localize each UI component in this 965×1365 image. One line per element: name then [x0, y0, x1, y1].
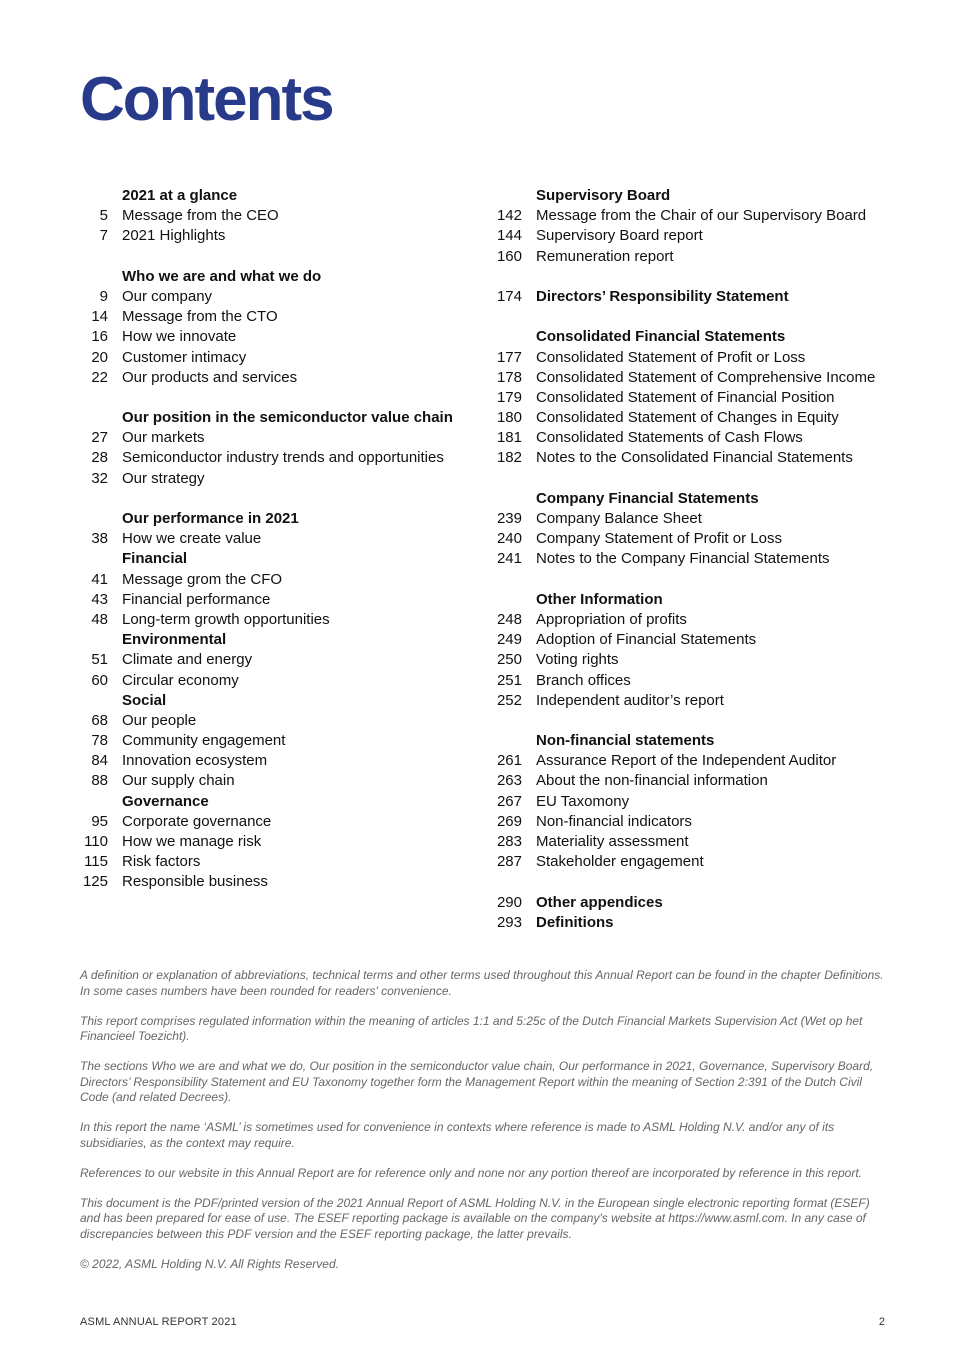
toc-entry[interactable]	[492, 751, 912, 771]
toc-page-number: 181	[496, 429, 522, 447]
disclaimer-note: A definition or explanation of abbreviations, technical terms and other terms used throughout this Annual Report can be found in the chapter Definitions. In some cases numbers have been rounded for readers' convenience.	[80, 968, 884, 998]
toc-entry-label: Consolidated Statement of Financial Position	[536, 388, 835, 406]
toc-entry-label: Our products and services	[122, 368, 298, 386]
disclaimer-note: The sections Who we are and what we do, Our position in the semiconductor value chain, Our performance in 2021, Governance, Supervisory Board, Directors’ Responsibility Statement and EU Taxonomy together form the Management Report within the meaning of Section 2:391 of the Dutch Civil Code (and related Decrees).	[80, 1059, 874, 1104]
toc-spacer	[80, 247, 480, 267]
toc-entry[interactable]	[80, 812, 480, 832]
toc-entry-label: Directors’ Responsibility Statement	[536, 287, 789, 305]
toc-entry[interactable]	[80, 590, 480, 610]
toc-entry[interactable]	[80, 852, 480, 872]
disclaimer-note: © 2022, ASML Holding N.V. All Rights Reserved.	[80, 1256, 339, 1271]
toc-entry[interactable]	[80, 327, 480, 347]
toc-section-heading	[80, 792, 480, 812]
toc-page-number: 43	[91, 590, 108, 608]
toc-entry[interactable]	[492, 448, 912, 468]
toc-section-heading	[80, 549, 480, 569]
page-title: Contents	[80, 65, 333, 134]
toc-entry[interactable]	[80, 711, 480, 731]
toc-entry[interactable]	[80, 448, 480, 468]
toc-entry-label: Other Information	[536, 590, 663, 608]
toc-section-heading	[80, 408, 480, 428]
toc-entry[interactable]	[492, 287, 912, 307]
toc-entry-label: Our position in the semiconductor value chain	[122, 409, 453, 427]
toc-page-number: 28	[91, 449, 108, 467]
toc-entry-label: Innovation ecosystem	[122, 752, 268, 770]
toc-page-number: 38	[91, 530, 108, 548]
toc-page-number: 250	[496, 651, 522, 669]
toc-entry-label: Customer intimacy	[122, 348, 247, 366]
toc-spacer	[492, 570, 912, 590]
toc-entry-label: Remuneration report	[536, 247, 674, 265]
toc-page-number: 248	[496, 610, 522, 628]
toc-entry-label: Materiality assessment	[536, 833, 689, 850]
disclaimer-note: This report comprises regulated information within the meaning of articles 1:1 and 5:25c of the Dutch Financial Markets Supervision Act (Wet op het Financieel Toezicht).	[80, 1013, 863, 1043]
toc-entry-label: Non-financial indicators	[536, 812, 692, 830]
toc-section-heading	[492, 731, 912, 751]
toc-entry-label: Notes to the Consolidated Financial Statements	[536, 449, 853, 467]
toc-page-number: 174	[496, 287, 522, 305]
toc-entry[interactable]	[80, 872, 480, 892]
toc-section-heading	[492, 327, 912, 347]
toc-entry-label: Company Statement of Profit or Loss	[536, 530, 782, 548]
toc-page-number: 283	[496, 833, 522, 850]
toc-page-number: 144	[496, 227, 522, 245]
toc-entry-label: Non-financial statements	[536, 732, 715, 750]
toc-entry-label: Consolidated Statements of Cash Flows	[536, 429, 803, 447]
toc-entry-label: Responsible business	[122, 873, 268, 891]
toc-entry[interactable]	[492, 368, 912, 388]
toc-entry[interactable]	[80, 671, 480, 691]
toc-entry[interactable]	[80, 771, 480, 791]
toc-entry-label: Risk factors	[122, 853, 201, 871]
toc-entry[interactable]	[492, 610, 912, 630]
toc-entry[interactable]	[492, 226, 912, 246]
toc-spacer	[492, 711, 912, 731]
toc-page-number: 78	[91, 732, 108, 750]
toc-entry[interactable]	[492, 913, 912, 933]
toc-entry[interactable]	[492, 671, 912, 691]
toc-page-number: 241	[496, 550, 522, 568]
toc-entry[interactable]	[492, 408, 912, 428]
toc-section-heading	[492, 186, 912, 206]
toc-entry-label: Company Balance Sheet	[536, 510, 702, 527]
toc-entry[interactable]	[80, 751, 480, 771]
toc-section-heading	[492, 489, 912, 509]
toc-entry[interactable]	[80, 348, 480, 368]
toc-entry[interactable]	[492, 792, 912, 812]
toc-page-number: 239	[496, 510, 522, 527]
toc-page-number: 27	[91, 429, 108, 447]
toc-entry-label: Adoption of Financial Statements	[536, 631, 757, 649]
toc-page-number: 249	[496, 631, 522, 649]
toc-page-number: 5	[99, 207, 108, 225]
toc-entry-label: Supervisory Board	[536, 187, 671, 204]
toc-entry-label: Consolidated Financial Statements	[536, 328, 786, 346]
toc-page-number: 240	[496, 530, 522, 548]
toc-entry-label: Consolidated Statement of Profit or Loss	[536, 348, 806, 366]
toc-entry-label: How we create value	[122, 530, 262, 548]
toc-entry-label: Consolidated Statement of Changes in Equity	[536, 409, 839, 427]
toc-section-heading	[80, 267, 480, 287]
toc-section-heading	[80, 186, 480, 206]
toc-page-number: 180	[496, 409, 522, 427]
toc-entry-label: Circular economy	[122, 671, 239, 689]
toc-entry-label: Company Financial Statements	[536, 489, 759, 507]
toc-left-column	[80, 186, 480, 893]
disclaimer-notes	[80, 968, 885, 1287]
toc-entry[interactable]	[80, 529, 480, 549]
toc-page-number: 293	[496, 913, 522, 931]
toc-entry-label: Message from the CTO	[122, 308, 278, 326]
toc-page-number: 125	[82, 873, 108, 891]
toc-entry[interactable]	[492, 812, 912, 832]
toc-right-column	[492, 186, 912, 933]
toc-page-number: 16	[91, 328, 108, 346]
toc-entry[interactable]	[492, 832, 912, 852]
toc-entry[interactable]	[492, 206, 912, 226]
toc-entry[interactable]	[492, 549, 912, 569]
toc-entry[interactable]	[492, 771, 912, 791]
toc-page-number: 60	[91, 671, 108, 689]
toc-page-number: 251	[496, 671, 522, 689]
toc-spacer	[80, 489, 480, 509]
disclaimer-note: This document is the PDF/printed version of the 2021 Annual Report of ASML Holding N.V. in the European single electronic reporting format (ESEF) and has been prepared for ease of use. The ESEF reporting package is available on the company's website at https://www.asml.com. In any case of discrepancies between this PDF version and the ESEF reporting package, the latter prevails.	[80, 1195, 870, 1241]
toc-page-number: 179	[496, 388, 522, 406]
toc-entry-label: 2021 Highlights	[122, 227, 226, 245]
toc-page-number: 142	[496, 207, 522, 225]
toc-entry[interactable]	[80, 650, 480, 670]
toc-page-number: 14	[91, 308, 108, 326]
toc-entry-label: Long-term growth opportunities	[122, 610, 330, 628]
toc-page-number: 51	[91, 651, 108, 669]
toc-entry[interactable]	[80, 428, 480, 448]
toc-entry-label: Supervisory Board report	[536, 227, 703, 245]
toc-entry-label: Our strategy	[122, 469, 205, 487]
toc-entry-label: Our company	[122, 287, 213, 305]
toc-entry[interactable]	[80, 832, 480, 852]
toc-page-number: 95	[91, 812, 108, 830]
toc-page-number: 178	[496, 368, 522, 386]
toc-section-heading	[80, 691, 480, 711]
toc-entry-label: 2021 at a glance	[122, 187, 238, 204]
toc-entry-label: Branch offices	[536, 671, 631, 689]
toc-page-number: 68	[91, 711, 108, 729]
toc-page-number: 22	[91, 368, 108, 386]
toc-spacer	[492, 267, 912, 287]
toc-entry-label: Financial	[122, 550, 188, 568]
toc-entry-label: Notes to the Company Financial Statements	[536, 550, 830, 568]
footer-report-name: ASML ANNUAL REPORT 2021	[80, 1316, 237, 1328]
toc-entry-label: Our supply chain	[122, 772, 235, 790]
toc-entry-label: Climate and energy	[122, 651, 253, 669]
toc-entry-label: Message from the CEO	[122, 207, 279, 225]
toc-entry[interactable]	[80, 610, 480, 630]
toc-entry[interactable]	[492, 529, 912, 549]
toc-page-number: 160	[496, 247, 522, 265]
toc-page-number: 267	[496, 792, 522, 810]
toc-spacer	[80, 388, 480, 408]
toc-page-number: 252	[496, 691, 522, 709]
toc-entry-label: Stakeholder engagement	[536, 853, 704, 871]
toc-page-number: 263	[496, 772, 522, 790]
toc-entry-label: Corporate governance	[122, 812, 272, 830]
toc-page-number: 115	[84, 853, 108, 871]
toc-spacer	[492, 307, 912, 327]
toc-page-number: 261	[496, 752, 522, 770]
footer-page-number: 2	[878, 1316, 885, 1328]
toc-entry-label: EU Taxomony	[536, 792, 630, 810]
toc-page-number: 84	[91, 752, 108, 770]
toc-page-number: 290	[496, 893, 522, 911]
toc-page-number: 287	[496, 853, 522, 871]
disclaimer-note: References to our website in this Annual Report are for reference only and none nor any portion thereof are incorporated by reference in this report.	[80, 1165, 863, 1180]
toc-entry-label: Our markets	[122, 429, 205, 447]
toc-entry-label: Community engagement	[122, 732, 286, 750]
toc-page-number: 9	[99, 287, 108, 305]
toc-spacer	[492, 469, 912, 489]
toc-entry-label: Semiconductor industry trends and opportunities	[122, 449, 444, 467]
toc-entry[interactable]	[492, 630, 912, 650]
toc-entry-label: Our people	[122, 711, 197, 729]
toc-page-number: 182	[496, 449, 522, 467]
toc-entry[interactable]	[80, 469, 480, 489]
toc-page-number: 177	[496, 348, 522, 366]
toc-page-number: 41	[91, 570, 108, 588]
toc-entry[interactable]	[80, 731, 480, 751]
toc-entry-label: Our performance in 2021	[122, 510, 299, 527]
toc-entry-label: Independent auditor’s report	[536, 691, 724, 709]
toc-entry[interactable]	[492, 691, 912, 711]
toc-entry-label: Environmental	[122, 631, 227, 649]
toc-section-heading	[492, 590, 912, 610]
toc-entry-label: Appropriation of profits	[536, 610, 687, 628]
toc-entry[interactable]	[80, 368, 480, 388]
toc-entry-label: Other appendices	[536, 893, 663, 911]
toc-spacer	[492, 872, 912, 892]
toc-page-number: 7	[99, 227, 108, 245]
toc-page-number: 20	[91, 348, 108, 366]
toc-entry[interactable]	[492, 650, 912, 670]
disclaimer-note: In this report the name ‘ASML’ is sometimes used for convenience in contexts where reference is made to ASML Holding N.V. and/or any of its subsidiaries, as the context may require.	[80, 1120, 835, 1150]
toc-page-number: 32	[91, 469, 108, 487]
toc-entry-label: Who we are and what we do	[122, 267, 322, 285]
toc-page-number: 110	[84, 833, 108, 850]
toc-entry-label: Assurance Report of the Independent Auditor	[536, 752, 837, 770]
toc-section-heading	[80, 509, 480, 529]
toc-entry[interactable]	[80, 307, 480, 327]
toc-entry-label: How we innovate	[122, 328, 237, 346]
toc-entry[interactable]	[80, 206, 480, 226]
toc-page-number: 88	[91, 772, 108, 790]
toc-entry-label: How we manage risk	[122, 833, 262, 850]
toc-entry-label: Consolidated Statement of Comprehensive Income	[536, 368, 876, 386]
toc-entry-label: About the non-financial information	[536, 772, 768, 790]
toc-entry[interactable]	[492, 852, 912, 872]
toc-entry-label: Social	[122, 691, 167, 709]
toc-entry[interactable]	[492, 348, 912, 368]
toc-entry-label: Financial performance	[122, 590, 271, 608]
toc-entry-label: Governance	[122, 792, 209, 810]
toc-section-heading	[80, 630, 480, 650]
toc-entry[interactable]	[492, 509, 912, 529]
toc-page-number: 48	[91, 610, 108, 628]
toc-entry-label: Message grom the CFO	[122, 570, 283, 588]
toc-entry[interactable]	[492, 247, 912, 267]
toc-entry-label: Voting rights	[536, 651, 619, 669]
toc-entry[interactable]	[80, 226, 480, 246]
toc-entry[interactable]	[80, 570, 480, 590]
toc-entry[interactable]	[492, 428, 912, 448]
toc-entry[interactable]	[492, 893, 912, 913]
toc-entry-label: Message from the Chair of our Supervisory Board	[536, 207, 867, 225]
toc-page-number: 269	[496, 812, 522, 830]
toc-entry-label: Definitions	[536, 913, 614, 931]
toc-entry[interactable]	[492, 388, 912, 408]
toc-entry[interactable]	[80, 287, 480, 307]
